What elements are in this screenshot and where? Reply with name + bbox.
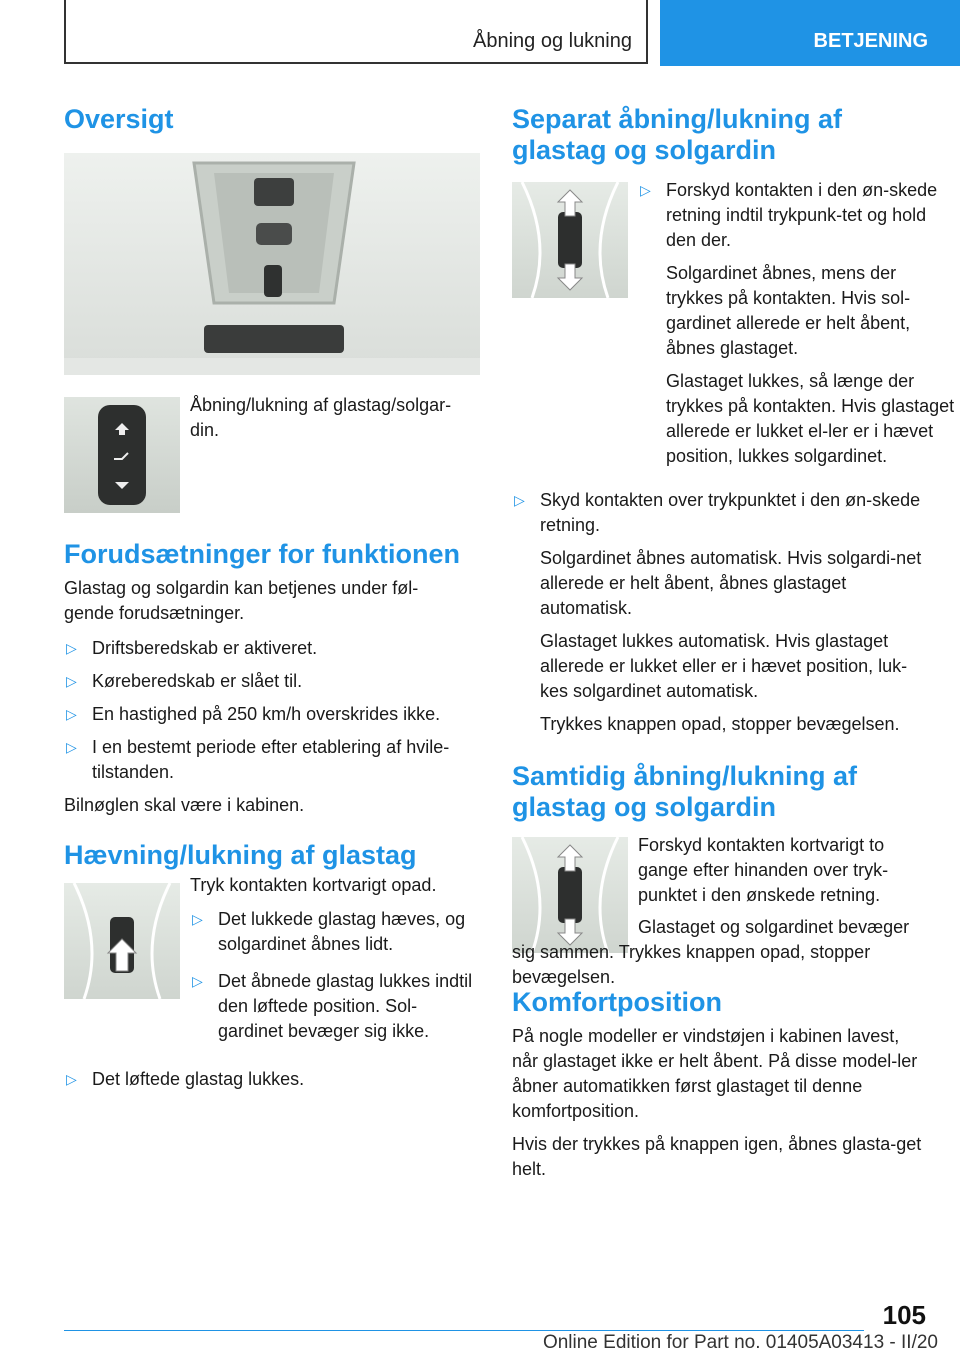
raise-heading: Hævning/lukning af glastag xyxy=(64,840,417,870)
comfort-heading: Komfortposition xyxy=(512,987,722,1017)
footer-divider xyxy=(64,1330,864,1331)
raise-item xyxy=(190,907,482,957)
prereq-item-text: Køreberedskab er slået til. xyxy=(92,671,303,691)
prereq-item-text: Driftsberedskab er aktiveret. xyxy=(92,638,318,658)
raise-item-text: Det lukkede glastag hæves, og solgardinet åbnes lidt. xyxy=(218,909,466,954)
section-title: BETJENING xyxy=(813,30,928,52)
left-column xyxy=(64,100,482,1092)
bullet-triangle-icon: ▷ xyxy=(640,182,651,198)
raise-last-item xyxy=(64,1067,482,1092)
right-column xyxy=(512,100,955,1182)
roof-switch-both-directions-image xyxy=(512,182,628,298)
edition-note: Online Edition for Part no. 01405A03413 - II/20 xyxy=(542,1332,938,1353)
simul-heading: Samtidig åbning/lukning af glastag og solgardin xyxy=(512,761,858,822)
key-note: Bilnøglen skal være i kabinen. xyxy=(64,795,305,815)
prereq-item xyxy=(64,702,482,727)
prereq-item-text: I en bestemt periode efter etablering af hvile-tilstanden. xyxy=(92,737,450,782)
prereq-heading: Forudsætninger for funktionen xyxy=(64,539,460,569)
separate-item-para: Trykkes knappen opad, stopper bevægelsen. xyxy=(540,714,900,734)
prereq-intro: Glastag og solgardin kan betjenes under føl-gende forudsætninger. xyxy=(64,578,419,623)
prereq-item xyxy=(64,669,482,694)
separate-item xyxy=(638,178,958,469)
raise-intro: Tryk kontakten kortvarigt opad. xyxy=(190,875,437,895)
switch-caption: Åbning/lukning af glastag/solgar-din. xyxy=(190,395,452,440)
bullet-triangle-icon: ▷ xyxy=(66,1071,77,1087)
bullet-triangle-icon: ▷ xyxy=(66,640,77,656)
separate-item xyxy=(512,488,930,737)
bullet-triangle-icon: ▷ xyxy=(66,739,77,755)
overview-heading: Oversigt xyxy=(64,104,174,134)
bullet-triangle-icon: ▷ xyxy=(192,911,203,927)
bullet-triangle-icon: ▷ xyxy=(192,973,203,989)
comfort-para: Hvis der trykkes på knappen igen, åbnes glasta-get helt. xyxy=(512,1134,922,1179)
prereq-item-text: En hastighed på 250 km/h overskrides ikke. xyxy=(92,704,441,724)
comfort-para: På nogle modeller er vindstøjen i kabinen lavest, når glastaget ikke er helt åbent. På disse model-ler åbner automatikken først glastaget til denne komfortposition. xyxy=(512,1026,918,1121)
page-number: 105 xyxy=(882,1300,926,1330)
prereq-item xyxy=(64,636,482,661)
simul-para: Glastaget og solgardinet bevæger sig sammen. Trykkes knappen opad, stopper bevægelsen. xyxy=(512,917,910,987)
separate-item-para: Solgardinet åbnes, mens der trykkes på kontakten. Hvis sol-gardinet allerede er helt åbent, åbnes glastaget. xyxy=(666,263,911,358)
raise-item xyxy=(190,969,482,1044)
header-chapter-box xyxy=(64,0,648,64)
header-section-tab[interactable] xyxy=(660,0,960,66)
separate-heading: Separat åbning/lukning af glastag og solgardin xyxy=(512,104,843,165)
separate-item-text: Forskyd kontakten i den øn-skede retning indtil trykpunk-tet og hold den der. xyxy=(666,180,938,250)
raise-item-text: Det åbnede glastag lukkes indtil den løftede position. Sol-gardinet bevæger sig ikke. xyxy=(218,971,473,1041)
simul-para: Forskyd kontakten kortvarigt to gange efter hinanden over tryk-punktet i den ønskede retning. xyxy=(638,835,889,905)
bullet-triangle-icon: ▷ xyxy=(514,492,525,508)
roof-switch-image xyxy=(64,397,180,513)
separate-item-text: Skyd kontakten over trykpunktet i den øn-skede retning. xyxy=(540,490,921,535)
raise-last-text: Det løftede glastag lukkes. xyxy=(92,1069,305,1089)
bullet-triangle-icon: ▷ xyxy=(66,706,77,722)
chapter-title: Åbning og lukning xyxy=(472,30,632,52)
bullet-triangle-icon: ▷ xyxy=(66,673,77,689)
overhead-console-image xyxy=(64,153,480,375)
roof-switch-up-image xyxy=(64,883,180,999)
separate-item-para: Solgardinet åbnes automatisk. Hvis solgardi-net allerede er helt åbent, åbnes glastaget automatisk. xyxy=(540,548,922,618)
separate-item-para: Glastaget lukkes, så længe der trykkes på kontakten. Hvis glastaget allerede er lukket el-ler er i hævet position, lukkes solgardinet. xyxy=(666,371,955,466)
prereq-item xyxy=(64,735,482,785)
separate-item-para: Glastaget lukkes automatisk. Hvis glastaget allerede er lukket eller er i hævet position, luk-kes solgardinet automatisk. xyxy=(540,631,908,701)
